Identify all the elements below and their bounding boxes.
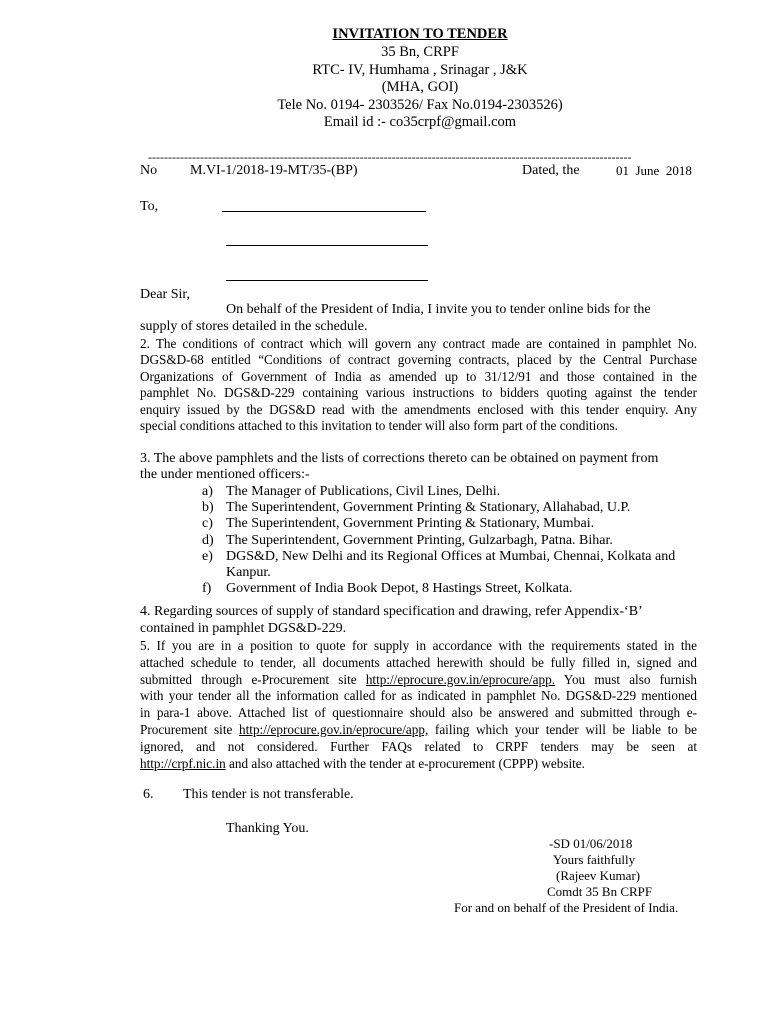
list-item: [202, 549, 675, 565]
phone-fax: Tele No. 0194- 2303526/ Fax No.0194-2303526): [277, 97, 563, 113]
list-item-text: The Manager of Publications, Civil Lines, Delhi.: [226, 484, 501, 499]
separator-line: -------------------------------------------------------------------------------------------------------------------------: [148, 150, 632, 164]
para2-line: Organizations of Government of India as amended up to 31/12/91 and those contained in the: [140, 368, 697, 384]
signature-sd: -SD 01/06/2018: [549, 836, 633, 851]
officer-list: [202, 484, 675, 597]
list-marker: c): [202, 516, 213, 532]
para5: [140, 638, 697, 772]
para2-line: pamphlet No. DGS&D-229 containing various instructions to bidders quoting against the tender: [140, 385, 697, 401]
address-line-1: [222, 211, 426, 212]
crpf-link[interactable]: http://crpf.nic.in: [140, 755, 226, 771]
para4-line2: contained in pamphlet DGS&D-229.: [140, 621, 347, 636]
para5-line: [140, 756, 697, 773]
para5-line: ignored, and not considered. Further FAQs related to CRPF tenders may be seen at: [140, 738, 697, 754]
para5-line: attached schedule to tender, all documents attached herewith should be fully filled in, signed and: [140, 654, 697, 670]
para5-text: and also attached with the tender at e-procurement (CPPP) website.: [229, 755, 585, 771]
para5-line: in para-1 above. Attached list of questionnaire should also be answered and submitted through e-: [140, 705, 697, 721]
date-value: 01 June 2018: [616, 163, 692, 178]
list-item-text: Government of India Book Depot, 8 Hastings Street, Kolkata.: [226, 581, 573, 597]
dated-label: Dated, the: [522, 163, 580, 178]
para2: [140, 336, 697, 434]
salutation: Dear Sir,: [140, 287, 190, 302]
ministry: (MHA, GOI): [381, 79, 459, 95]
list-item-continuation: [202, 565, 675, 581]
closing: Thanking You.: [226, 821, 309, 836]
para6-number: 6.: [143, 787, 154, 802]
para1-line1: On behalf of the President of India, I invite you to tender online bids for the: [226, 302, 651, 317]
list-marker: f): [202, 581, 212, 597]
para5-line: [140, 722, 697, 739]
signature-yours: Yours faithfully: [553, 852, 636, 867]
para5-line: 5. If you are in a position to quote for supply in accordance with the requirements stated in the: [140, 638, 697, 653]
signature-name: (Rajeev Kumar): [556, 868, 641, 883]
para6-text: This tender is not transferable.: [183, 787, 354, 802]
list-item-text: The Superintendent, Government Printing & Stationary, Allahabad, U.P.: [226, 500, 631, 516]
ref-no-value: M.VI-1/2018-19-MT/35-(BP): [190, 163, 358, 178]
list-item-text: DGS&D, New Delhi and its Regional Offices at Mumbai, Chennai, Kolkata and: [226, 548, 676, 564]
para5-text: submitted through e-Procurement site: [140, 671, 357, 687]
list-marker: a): [202, 484, 213, 499]
para2-line: 2. The conditions of contract which will govern any contract made are contained in pamphlet No.: [140, 336, 697, 351]
list-marker: b): [202, 500, 214, 516]
unit-address: RTC- IV, Humhama , Srinagar , J&K: [312, 62, 528, 78]
para1-line2: supply of stores detailed in the schedule.: [140, 319, 368, 334]
list-marker: d): [202, 532, 214, 548]
para5-line: with your tender all the information called for as indicated in pamphlet No. DGS&D-229 mentioned: [140, 688, 697, 704]
para4-line1: 4. Regarding sources of supply of standard specification and drawing, refer Appendix-‘B’: [140, 604, 643, 619]
list-item: [202, 581, 675, 597]
list-item-text: Kanpur.: [226, 565, 271, 581]
list-marker: e): [202, 548, 213, 564]
para2-line: DGS&D-68 entitled “Conditions of contract governing contracts, placed by the Central Purchase: [140, 352, 697, 368]
para5-line: [140, 672, 697, 689]
para3-line2: the under mentioned officers:-: [140, 467, 310, 482]
list-item-text: The Superintendent, Government Printing, Gulzarbagh, Patna. Bihar.: [226, 532, 613, 548]
para5-text: You must also furnish: [563, 671, 698, 687]
list-item: [202, 533, 675, 549]
list-item: [202, 516, 675, 532]
address-line-2: [226, 245, 428, 246]
address-line-3: [226, 280, 428, 281]
to-label: To,: [140, 199, 159, 214]
eprocure-link-2[interactable]: http://eprocure.gov.in/eprocure/app,: [239, 721, 429, 737]
list-item-text: The Superintendent, Government Printing & Stationary, Mumbai.: [226, 516, 595, 532]
para3-line1: 3. The above pamphlets and the lists of corrections thereto can be obtained on payment from: [140, 451, 659, 466]
signature-behalf: For and on behalf of the President of India.: [454, 900, 679, 915]
signature-designation: Comdt 35 Bn CRPF: [547, 884, 653, 899]
document-title: INVITATION TO TENDER: [332, 26, 508, 42]
eprocure-link-1[interactable]: http://eprocure.gov.in/eprocure/app.: [365, 671, 556, 687]
para2-line: special conditions attached to this invitation to tender will also form part of the conditions.: [140, 418, 618, 434]
ref-no-label: No: [140, 163, 158, 178]
para2-line: enquiry issued by the DGS&D read with the amendments enclosed with this tender enquiry. Any: [140, 401, 697, 417]
unit-name: 35 Bn, CRPF: [381, 44, 459, 60]
email: Email id :- co35crpf@gmail.com: [323, 114, 517, 130]
list-item: [202, 484, 675, 500]
para5-text: Procurement site: [140, 721, 233, 737]
para5-text: failing which your tender will be liable to be: [434, 721, 698, 737]
list-item: [202, 500, 675, 516]
